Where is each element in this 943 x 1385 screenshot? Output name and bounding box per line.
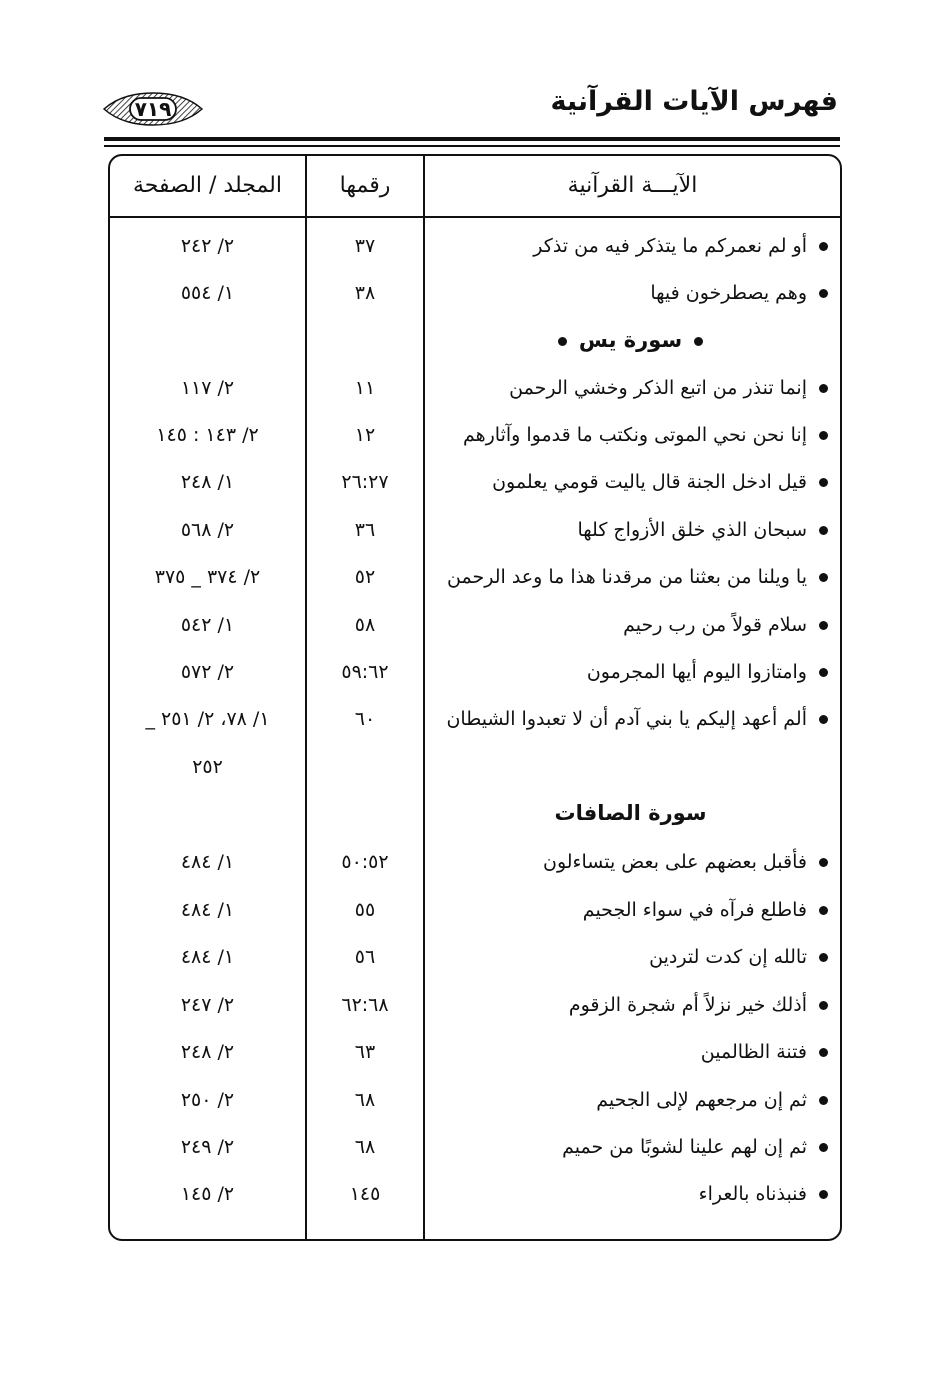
verse-number-cell: ٣٧	[354, 235, 376, 257]
verse-number-cell: ٦٨	[354, 1136, 376, 1158]
bullet-icon	[819, 478, 828, 487]
verse-number-cell: ٣٨	[354, 282, 376, 304]
verse-text: قيل ادخل الجنة قال ياليت قومي يعلمون	[492, 471, 807, 493]
column-header-volume-page: المجلد / الصفحة	[133, 173, 282, 198]
verse-number-cell: ١١	[354, 377, 376, 399]
verse-number-cell: ٥٩:٦٢	[341, 661, 389, 683]
table-row	[110, 652, 840, 692]
volume-page-cell: ١/ ٤٨٤	[180, 946, 235, 968]
table-row	[110, 699, 840, 739]
verse-text: تالله إن كدت لتردين	[649, 946, 807, 968]
table-row	[110, 368, 840, 408]
volume-page-cell: ١/ ٥٤٢	[180, 614, 235, 636]
volume-page-cell: ١/ ٤٨٤	[180, 899, 235, 921]
verse-text: أو لم نعمركم ما يتذكر فيه من تذكر	[533, 235, 807, 257]
bullet-icon	[819, 906, 828, 915]
bullet-icon	[819, 526, 828, 535]
table-row	[110, 1080, 840, 1120]
verse-cell	[433, 226, 828, 266]
verse-cell	[433, 605, 828, 645]
surah-heading	[433, 320, 828, 360]
table-row	[110, 842, 840, 882]
surah-heading-row	[110, 320, 840, 360]
verse-text: سبحان الذي خلق الأزواج كلها	[577, 519, 807, 541]
verse-number-cell: ١٢	[354, 424, 376, 446]
verse-text: فاطلع فرآه في سواء الجحيم	[582, 899, 807, 921]
verse-number-cell: ٣٦	[354, 519, 376, 541]
verse-cell	[433, 557, 828, 597]
volume-page-cell: ٢/ ١٤٣ : ١٤٥	[156, 424, 259, 446]
verse-number-cell: ٦٢:٦٨	[341, 994, 389, 1016]
verse-cell	[433, 415, 828, 455]
verse-cell	[433, 699, 828, 739]
bullet-icon	[694, 337, 703, 346]
verse-number-cell: ٦٣	[354, 1041, 376, 1063]
header-divider	[110, 216, 840, 218]
verse-cell	[433, 985, 828, 1025]
bullet-icon	[819, 715, 828, 724]
verse-cell	[433, 652, 828, 692]
bullet-icon	[819, 858, 828, 867]
table-row-continuation	[110, 747, 840, 787]
surah-title: سورة يس	[578, 328, 683, 352]
verse-number-cell: ٦٠	[354, 708, 376, 730]
table-row	[110, 557, 840, 597]
verse-cell	[433, 1032, 828, 1072]
table-row	[110, 415, 840, 455]
volume-page-cell: ٢/ ٢٤٩	[180, 1136, 235, 1158]
bullet-icon	[819, 668, 828, 677]
verse-number-cell: ٦٨	[354, 1089, 376, 1111]
volume-page-cell: ٢/ ٢٤٧	[180, 994, 235, 1016]
volume-page-cell: ١/ ٢٤٨	[180, 471, 235, 493]
table-row	[110, 890, 840, 930]
volume-page-cell: ٢٥٢	[192, 756, 223, 778]
verse-text: فأقبل بعضهم على بعض يتساءلون	[542, 851, 807, 873]
column-divider	[423, 156, 425, 1239]
bullet-icon	[819, 289, 828, 298]
volume-page-cell: ٢/ ٢٤٢	[180, 235, 235, 257]
verse-cell	[433, 273, 828, 313]
verse-text: ألم أعهد إليكم يا بني آدم أن لا تعبدوا الشيطان	[446, 708, 807, 730]
verse-text: وهم يصطرخون فيها	[650, 282, 807, 304]
table-row	[110, 510, 840, 550]
verse-cell	[433, 368, 828, 408]
verse-text: ثم إن لهم علينا لشوبًا من حميم	[562, 1136, 807, 1158]
verse-cell	[433, 890, 828, 930]
volume-page-cell: ١/ ٤٨٤	[180, 851, 235, 873]
verse-number-cell: ٥٥	[354, 899, 376, 921]
verse-text: فنبذناه بالعراء	[698, 1183, 807, 1205]
table-row	[110, 985, 840, 1025]
volume-page-cell: ٢/ ٥٧٢	[180, 661, 235, 683]
surah-heading: سورة الصافات	[554, 801, 707, 825]
page-header	[0, 0, 943, 150]
verse-text: إنا نحن نحي الموتى ونكتب ما قدموا وآثارهم	[462, 424, 807, 446]
volume-page-cell: ٢/ ٣٧٤ _ ٣٧٥	[154, 566, 261, 588]
header-rule-thick	[104, 137, 840, 141]
bullet-icon	[558, 337, 567, 346]
table-row	[110, 937, 840, 977]
verse-cell	[433, 1080, 828, 1120]
bullet-icon	[819, 1190, 828, 1199]
page-number-badge	[102, 92, 204, 126]
verse-text: يا ويلنا من بعثنا من مرقدنا هذا ما وعد الرحمن	[447, 566, 807, 588]
bullet-icon	[819, 1001, 828, 1010]
verse-number-cell: ٥٨	[354, 614, 376, 636]
verse-number-cell: ٥٢	[354, 566, 376, 588]
verse-text: أذلك خير نزلاً أم شجرة الزقوم	[568, 994, 807, 1016]
verse-cell	[433, 1127, 828, 1167]
table-row	[110, 273, 840, 313]
verse-text: فتنة الظالمين	[700, 1041, 807, 1063]
volume-page-cell: ٢/ ١١٧	[180, 377, 235, 399]
verse-cell	[433, 842, 828, 882]
table-row	[110, 462, 840, 502]
bullet-icon	[819, 384, 828, 393]
column-divider	[305, 156, 307, 1239]
bullet-icon	[819, 431, 828, 440]
column-header-verse: الآيـــة القرآنية	[567, 173, 698, 198]
bullet-icon	[819, 621, 828, 630]
bullet-icon	[819, 573, 828, 582]
verse-cell	[433, 937, 828, 977]
verse-text: سلام قولاً من رب رحيم	[623, 614, 807, 636]
page-number: ٧١٩	[134, 97, 172, 121]
bullet-icon	[819, 953, 828, 962]
table-row	[110, 1032, 840, 1072]
running-title: فهرس الآيات القرآنية	[550, 86, 838, 117]
volume-page-cell: ٢/ ٢٤٨	[180, 1041, 235, 1063]
volume-page-cell: ٢/ ١٤٥	[180, 1183, 235, 1205]
table-row	[110, 1174, 840, 1214]
verse-text: ثم إن مرجعهم لإلى الجحيم	[596, 1089, 807, 1111]
verse-number-cell: ٥٠:٥٢	[341, 851, 389, 873]
volume-page-cell: ١/ ٥٥٤	[180, 282, 235, 304]
verse-index-table	[108, 154, 842, 1241]
table-row	[110, 1127, 840, 1167]
verse-cell	[433, 510, 828, 550]
verse-cell	[433, 1174, 828, 1214]
column-header-number: رقمها	[339, 173, 391, 198]
header-rule-thin	[104, 145, 840, 147]
bullet-icon	[819, 242, 828, 251]
verse-number-cell: ٢٦:٢٧	[341, 471, 389, 493]
verse-cell	[433, 462, 828, 502]
volume-page-cell: ٢/ ٢٥٠	[180, 1089, 235, 1111]
verse-number-cell: ٥٦	[354, 946, 376, 968]
verse-text: وامتازوا اليوم أيها المجرمون	[586, 661, 807, 683]
surah-heading-row	[110, 793, 840, 833]
volume-page-cell: ٢/ ٥٦٨	[180, 519, 235, 541]
bullet-icon	[819, 1143, 828, 1152]
bullet-icon	[819, 1048, 828, 1057]
bullet-icon	[819, 1096, 828, 1105]
table-row	[110, 605, 840, 645]
verse-text: إنما تنذر من اتبع الذكر وخشي الرحمن	[509, 377, 807, 399]
verse-number-cell: ١٤٥	[349, 1183, 381, 1205]
volume-page-cell: ١/ ٧٨، ٢/ ٢٥١ _	[145, 708, 270, 730]
table-row	[110, 226, 840, 266]
